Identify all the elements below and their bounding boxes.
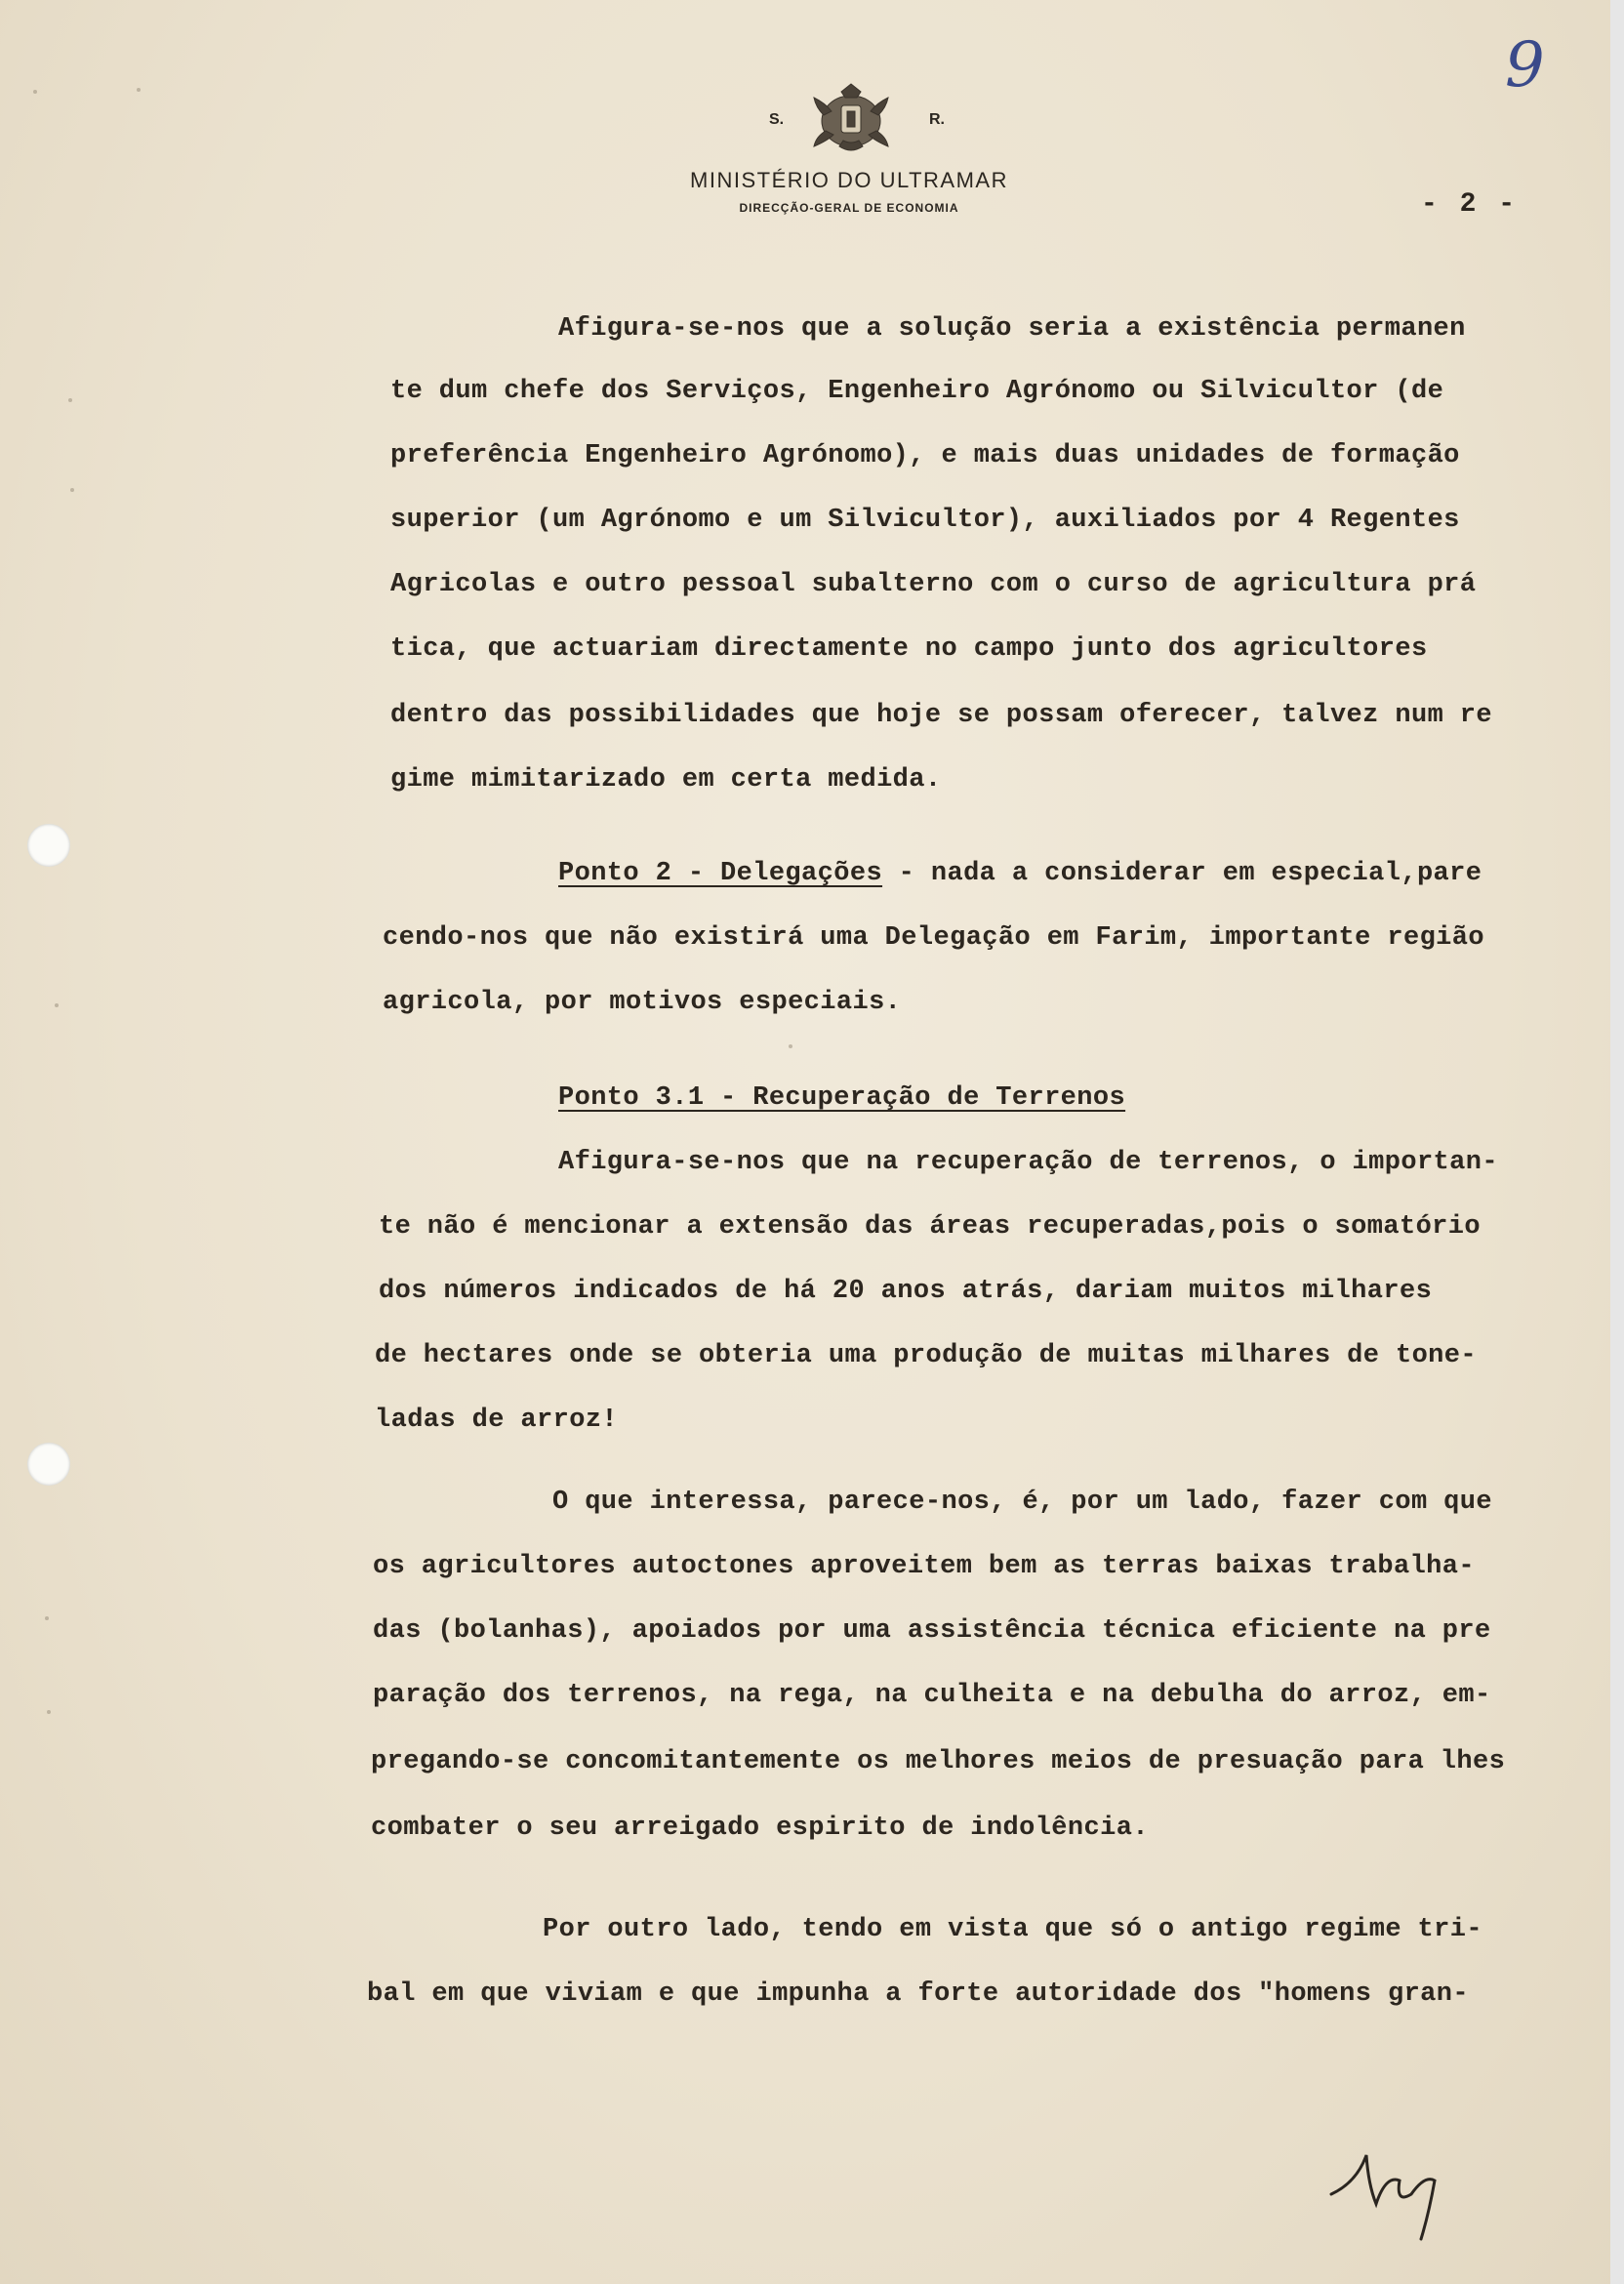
text-line: paração dos terrenos, na rega, na culheita e na debulha do arroz, em- [373,1681,1491,1710]
text-line: Afigura-se-nos que na recuperação de terrenos, o importan- [558,1148,1498,1177]
speck [47,1710,51,1714]
text-line: das (bolanhas), apoiados por uma assistência técnica eficiente na pre [373,1616,1491,1646]
text-line: dos números indicados de há 20 anos atrás, dariam muitos milhares [379,1277,1433,1306]
directorate-name: DIRECÇÃO-GERAL DE ECONOMIA [739,201,959,215]
text-fragment: - nada a considerar em especial,pare [882,859,1482,888]
punch-hole-bottom [27,1443,70,1486]
speck [45,1616,49,1620]
text-line: gime mimitarizado em certa medida. [390,765,942,795]
text-line: tica, que actuariam directamente no campo junto dos agricultores [390,634,1428,664]
text-line: cendo-nos que não existirá uma Delegação em Farim, importante região [383,923,1484,953]
handwritten-number: 9 [1505,29,1545,102]
text-line: superior (um Agrónomo e um Silvicultor), auxiliados por 4 Regentes [390,506,1460,535]
text-line: pregando-se concomitantemente os melhores meios de presuação para lhes [371,1747,1506,1776]
handwritten-page-mark [1501,25,1545,103]
speck [55,1003,59,1007]
speck [33,90,37,94]
text-line: os agricultores autoctones aproveitem bem as terras baixas trabalha- [373,1552,1475,1581]
scan-edge [1610,0,1624,2284]
text-line: Agricolas e outro pessoal subalterno com o curso de agricultura prá [390,570,1477,599]
speck [137,88,141,92]
text-line: agricola, por motivos especiais. [383,988,902,1017]
letterhead-emblem-row [625,82,1074,158]
speck [70,488,74,492]
text-line: te dum chefe dos Serviços, Engenheiro Agrónomo ou Silvicultor (de [390,377,1444,406]
text-line: Afigura-se-nos que a solução seria a existência permanen [558,314,1466,344]
ministry-name: MINISTÉRIO DO ULTRAMAR [690,168,1008,192]
text-line: te não é mencionar a extensão das áreas recuperadas,pois o somatório [379,1212,1481,1242]
text-line: ladas de arroz! [375,1406,619,1435]
text-line: Por outro lado, tendo em vista que só o antigo regime tri- [543,1915,1482,1944]
text-line: O que interessa, parece-nos, é, por um lado, fazer com que [552,1488,1492,1517]
letterhead-initial-s: S. [769,111,785,128]
text-line: dentro das possibilidades que hoje se possam oferecer, talvez num re [390,701,1492,730]
page-number: - 2 - [1421,189,1519,220]
letterhead [625,82,1074,215]
text-line: preferência Engenheiro Agrónomo), e mais duas unidades de formação [390,441,1460,470]
speck [68,398,72,402]
coat-of-arms-icon [812,82,890,156]
handwritten-initials-signature [1327,2136,1454,2243]
section-heading-recuperacao: Ponto 3.1 - Recuperação de Terrenos [558,1083,1126,1113]
punch-hole-top [27,824,70,867]
speck [789,1044,792,1048]
section-heading-delegacoes: Ponto 2 - Delegações [558,859,883,888]
delegations-line [558,859,1482,888]
text-line: de hectares onde se obteria uma produção de muitas milhares de tone- [375,1341,1477,1370]
letterhead-initial-r: R. [929,111,945,128]
text-line: bal em que viviam e que impunha a forte autoridade dos "homens gran- [367,1979,1469,2009]
text-line: combater o seu arreigado espirito de indolência. [371,1814,1149,1843]
